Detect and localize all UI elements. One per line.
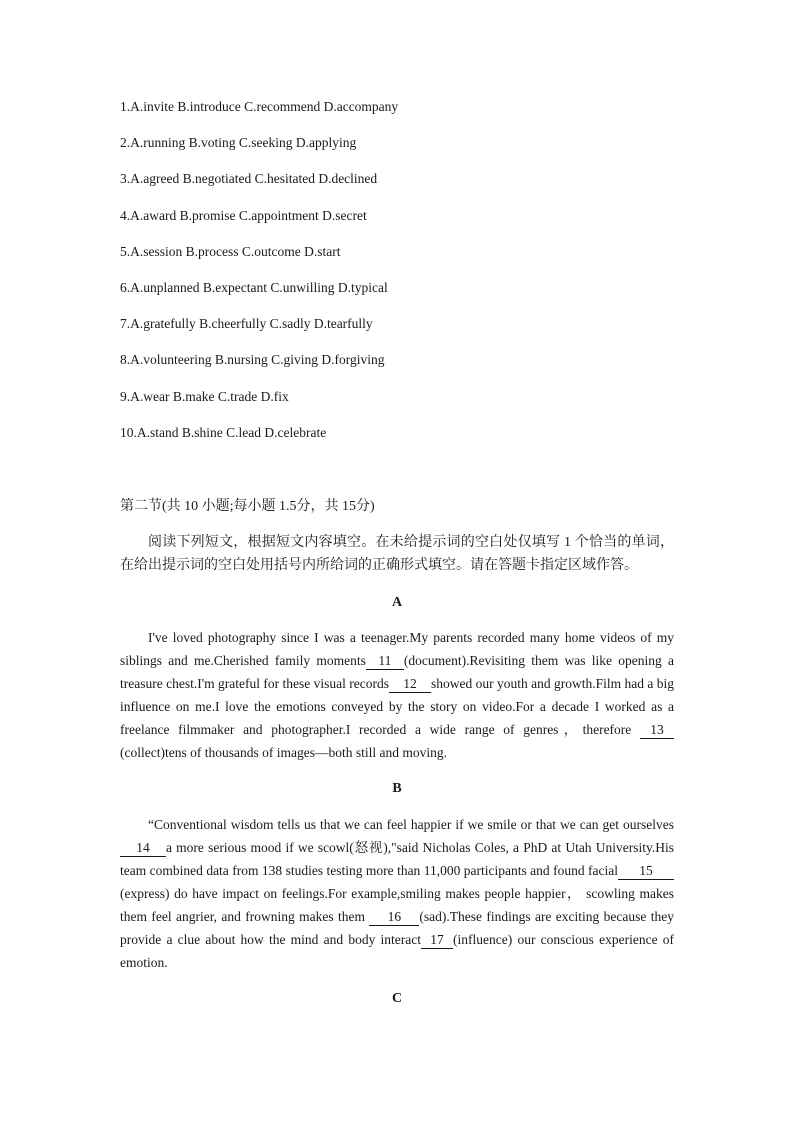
choice-item-3: 3.A.agreed B.negotiated C.hesitated D.declined	[120, 171, 378, 187]
passage-b-letter: B	[392, 781, 402, 796]
passage-a-text-3: showed our youth and growth.Film had a big influence on me.I love the emotions conveyed by the story on video.For a decade I worked as a freelance filmmaker and photographer.I recorded a wide range of genres，therefore	[120, 676, 674, 737]
blank-12[interactable]: 12	[389, 675, 431, 693]
passage-a-text-4: (collect)tens of thousands of images—both still and moving.	[120, 745, 447, 760]
choice-item-10: 10.A.stand B.shine C.lead D.celebrate	[120, 424, 327, 440]
passage-b-text-3: (express) do have impact on feelings.For example,smiling makes people happier， scowling makes them feel angrier, and frowning makes them	[120, 886, 674, 924]
passage-c-letter: C	[391, 991, 403, 1006]
blank-17[interactable]: 17	[421, 931, 453, 949]
choice-item-4: 4.A.award B.promise C.appointment D.secret	[120, 207, 367, 223]
blank-16[interactable]: 16	[369, 908, 419, 926]
passage-b	[120, 813, 674, 974]
passage-b-text-2: a more serious mood if we scowl(怒视),"said Nicholas Coles, a PhD at Utah University.His team combined data from 138 studies testing more than 11,000 participants and found facial	[120, 840, 674, 878]
passage-a-text-1: I've loved photography since I was a teenager.My parents recorded many home videos of my siblings and me.Cherished family moments	[120, 630, 674, 668]
blank-15[interactable]: 15	[618, 862, 674, 880]
section-heading: 第二节(共 10 小题;每小题 1.5分，共 15分)	[120, 499, 375, 514]
passage-b-text-5: (influence) our conscious experience of emotion.	[120, 932, 675, 970]
choice-item-7: 7.A.gratefully B.cheerfully C.sadly D.tearfully	[120, 316, 373, 332]
choice-item-6: 6.A.unplanned B.expectant C.unwilling D.typical	[120, 279, 388, 295]
section-instructions: 阅读下列短文，根据短文内容填空。在未给提示词的空白处仅填写 1 个恰当的单词，在给出提示词的空白处用括号内所给词的正确形式填空。请在答题卡指定区域作答。	[120, 535, 674, 573]
passage-b-text-1: “Conventional wisdom tells us that we can feel happier if we smile or that we can get ourselves	[148, 817, 674, 832]
blank-14[interactable]: 14	[120, 839, 166, 857]
passage-a-letter: A	[391, 595, 403, 610]
choice-item-2: 2.A.running B.voting C.seeking D.applying	[120, 135, 357, 151]
choice-item-5: 5.A.session B.process C.outcome D.start	[120, 243, 341, 259]
passage-b-text-4: (sad).These findings are exciting because they provide a clue about how the mind and body interact	[120, 909, 674, 947]
blank-11[interactable]: 11	[366, 652, 404, 670]
blank-13[interactable]: 13	[640, 721, 674, 739]
choice-list	[120, 97, 674, 459]
choice-item-1: 1.A.invite B.introduce C.recommend D.accompany	[120, 99, 399, 114]
passage-a	[120, 626, 674, 764]
choice-item-8: 8.A.volunteering B.nursing C.giving D.forgiving	[120, 352, 385, 368]
passage-a-text-2: (document).Revisiting them was like opening a treasure chest.I'm grateful for these visual records	[120, 653, 674, 691]
choice-item-9: 9.A.wear B.make C.trade D.fix	[120, 388, 289, 404]
